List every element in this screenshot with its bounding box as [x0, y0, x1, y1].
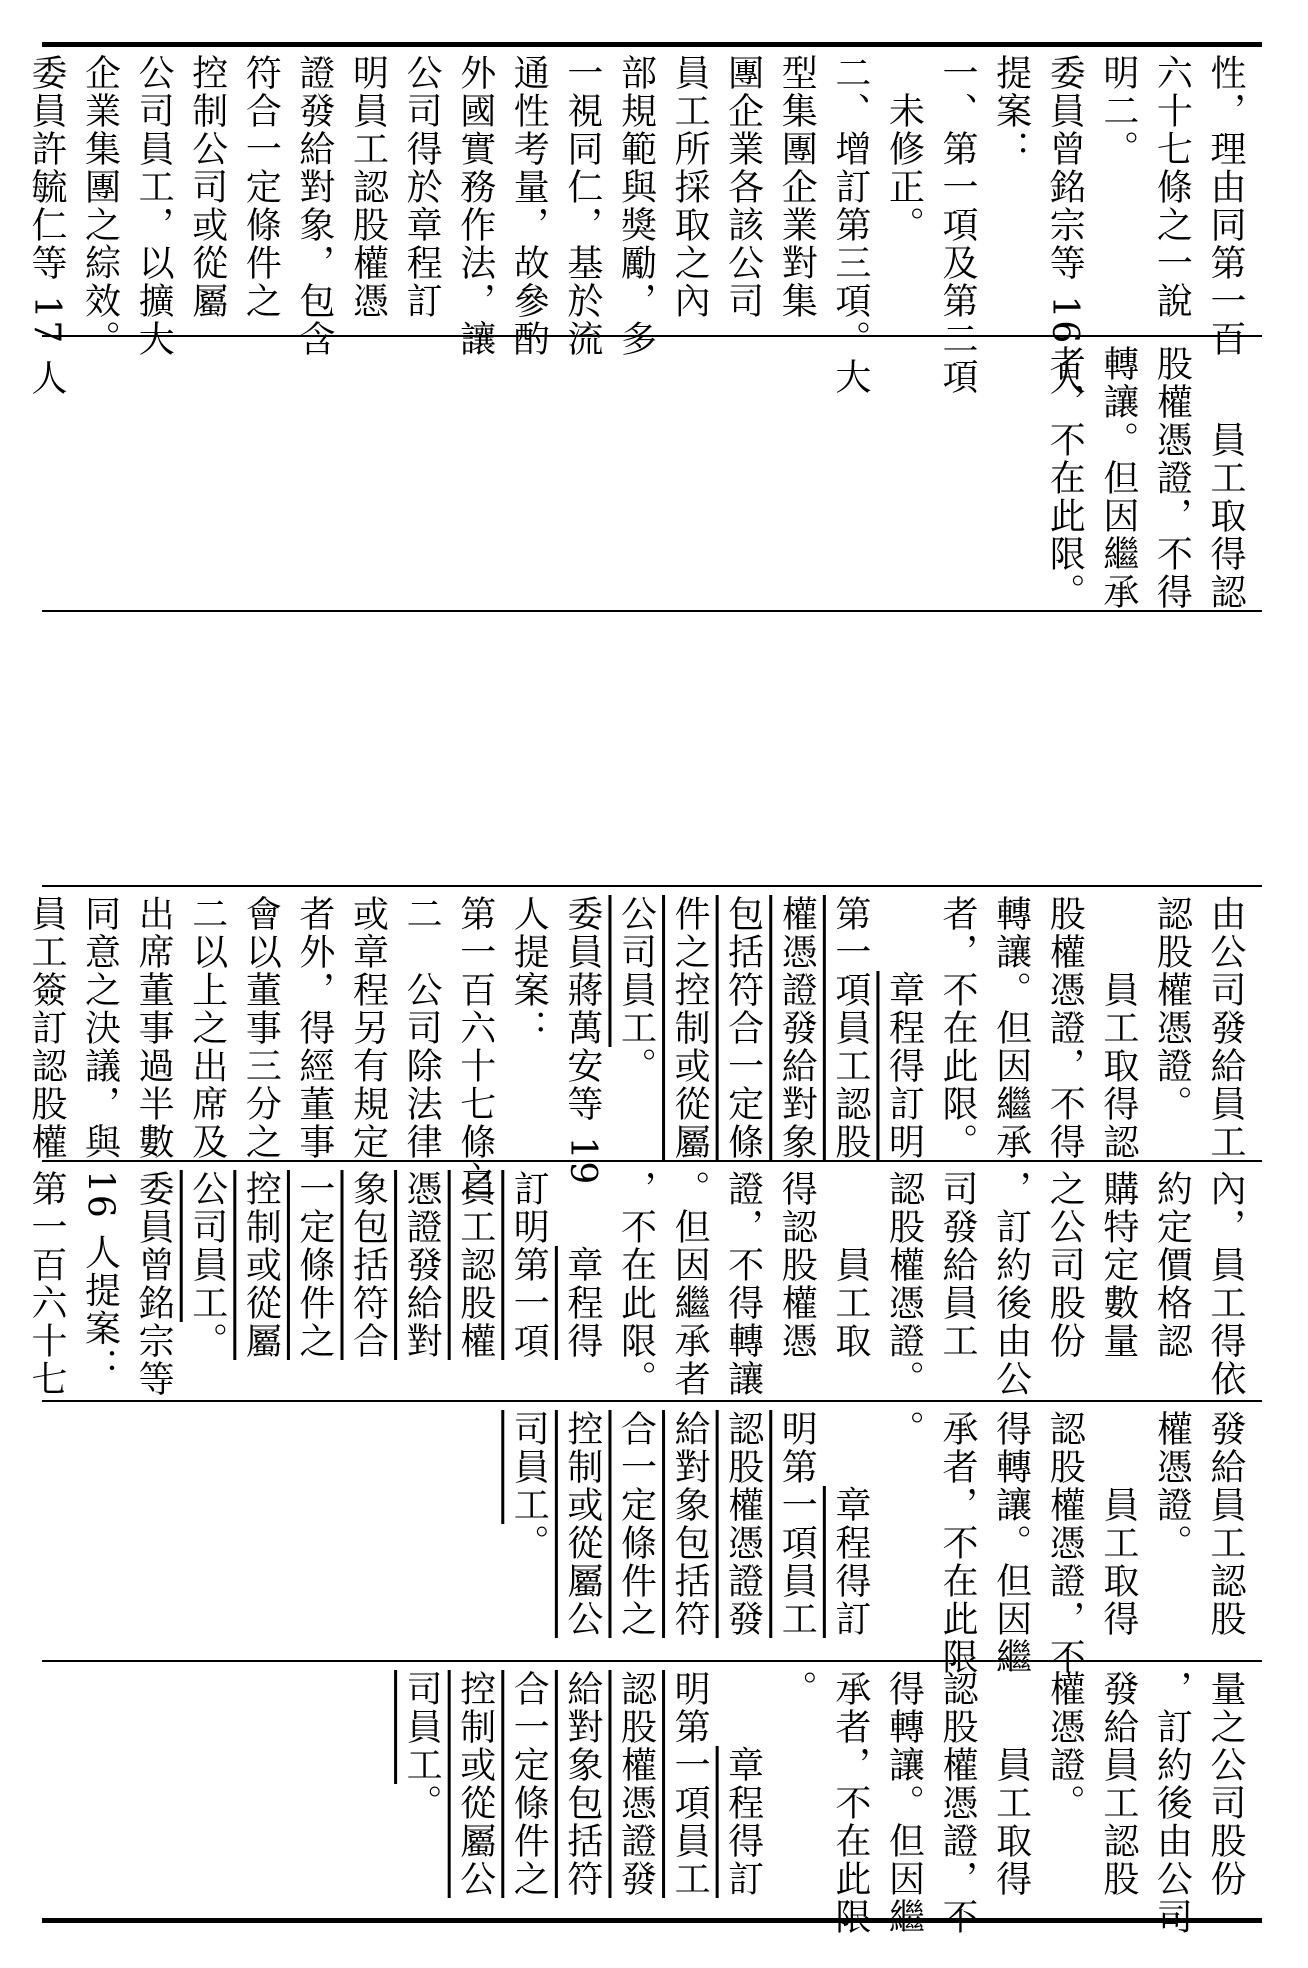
line-text: 者，不在此限。 [1044, 345, 1086, 611]
text-line [555, 895, 609, 1187]
line-text-tail: 。 [508, 1524, 550, 1562]
line-text: 第一百六十七 [25, 1170, 67, 1398]
underlined-amendment-text: 公司員工 [186, 1170, 228, 1322]
line-text: 員工所採取之內 [669, 54, 711, 320]
text-line [1091, 1170, 1145, 1395]
line-text: 者外，得經董事 [293, 895, 335, 1161]
column-b1 [25, 895, 1252, 1199]
text-line [555, 1670, 609, 1910]
line-text: 員工取 [829, 1170, 871, 1360]
text-line [609, 895, 663, 1155]
text-line [716, 895, 770, 1161]
line-text: 二 公司除法律 [401, 895, 443, 1161]
text-line [234, 895, 288, 1161]
column-b2 [25, 1170, 1252, 1398]
text-line [770, 1170, 824, 1395]
line-text: 人提案： [508, 895, 550, 1047]
line-text: 員工取得 [990, 1670, 1032, 1898]
text-line [1145, 895, 1199, 1155]
column-b4 [62, 1670, 1252, 1936]
text-line [19, 54, 73, 397]
text-line [1091, 1410, 1145, 1655]
line-text: 團企業各該公司 [722, 54, 764, 320]
text-line [127, 54, 181, 358]
text-line [1145, 1670, 1199, 1936]
text-line [716, 54, 770, 334]
text-line [930, 54, 984, 396]
line-text: 委員蔣萬安等 19 [561, 895, 603, 1187]
underlined-amendment-text: 控制或從屬公 [454, 1670, 496, 1898]
line-text: 。但因繼承者 [669, 1170, 711, 1398]
underlined-amendment-text: 件之控制或從屬 [669, 895, 711, 1161]
line-text: 同意之決議，與 [79, 895, 121, 1161]
underlined-amendment-text: 合一定條件之 [615, 1410, 657, 1638]
text-line [1091, 54, 1145, 334]
line-text-tail: 。 [186, 1322, 228, 1360]
text-line [1198, 1670, 1252, 1910]
line-text: 或章程另有規定 [347, 895, 389, 1161]
line-text: 明員工認股權憑 [347, 54, 389, 320]
line-text: 公司員工，以擴大 [133, 54, 175, 358]
text-line [984, 1170, 1038, 1398]
line-text: 提案： [990, 54, 1032, 168]
line-text: 得認股權憑 [776, 1170, 818, 1360]
line-text: 約定價格認 [1151, 1170, 1193, 1360]
text-line [662, 1410, 716, 1655]
line-text-tail: 。 [615, 1047, 657, 1085]
underlined-amendment-text: 章程得訂明 [883, 971, 925, 1161]
text-line [502, 1670, 556, 1910]
text-line [716, 1410, 770, 1655]
text-line [984, 54, 1038, 334]
column-divider [42, 885, 1262, 887]
text-line [180, 895, 234, 1161]
line-text: 委員曾銘宗等 [133, 1170, 175, 1398]
underlined-amendment-text: 司員工 [401, 1670, 443, 1784]
text-line [1091, 1670, 1145, 1910]
text-line [19, 895, 73, 1161]
line-text: ，訂約後由公司 [1151, 1670, 1193, 1936]
line-text: 發給員工認股 [1097, 1670, 1139, 1898]
line-text: 。 [776, 1670, 818, 1708]
text-line [662, 54, 716, 334]
text-line [877, 1170, 931, 1398]
text-line [555, 1410, 609, 1655]
line-text: 證，不得轉讓 [722, 1170, 764, 1398]
underlined-amendment-text: 控制或從屬公 [561, 1410, 603, 1638]
text-line [609, 54, 663, 358]
text-line [287, 1170, 341, 1395]
line-text: 二、增訂第三項。大 [829, 54, 871, 396]
column-r2 [62, 345, 1252, 611]
line-text: 員工取得 [1097, 1410, 1139, 1638]
text-line [930, 1410, 984, 1676]
line-text: 購特定數量 [1097, 1170, 1139, 1360]
line-text: 得轉讓。但因繼 [883, 1670, 925, 1936]
line-text: 通性考量，故參酌 [508, 54, 550, 358]
line-text: 承者，不在此限 [937, 1410, 979, 1676]
text-line [716, 1170, 770, 1398]
line-text: 轉讓。但因繼承 [990, 895, 1032, 1161]
column-b3 [62, 1410, 1252, 1676]
text-line [984, 1670, 1038, 1910]
line-text: 16 人提案： [79, 1170, 121, 1386]
line-text: 符合一定條件之 [240, 54, 282, 320]
text-line [1038, 54, 1092, 397]
line-text: 公司得於章程訂 [401, 54, 443, 320]
line-text: 由公司發給員工 [1205, 895, 1246, 1161]
line-text: 控制公司或從屬 [186, 54, 228, 320]
line-text: 司發給員工 [937, 1170, 979, 1360]
underlined-amendment-text: 認股權憑證發 [615, 1670, 657, 1898]
text-line [127, 895, 181, 1161]
text-line [877, 895, 931, 1161]
text-line [395, 895, 449, 1161]
text-line [341, 895, 395, 1161]
line-text: 量之公司股份 [1205, 1670, 1246, 1898]
text-line [73, 54, 127, 358]
line-text: 委員曾銘宗等 16 人 [1044, 54, 1086, 397]
text-line [1038, 895, 1092, 1161]
line-text [883, 895, 924, 971]
text-line [448, 54, 502, 358]
column-r1 [25, 54, 1252, 397]
text-line [287, 895, 341, 1161]
text-line [1091, 345, 1145, 611]
text-line [984, 1410, 1038, 1676]
line-text: 得轉讓。但因繼 [990, 1410, 1032, 1676]
underlined-amendment-text: 章程得訂 [829, 1486, 871, 1638]
line-text: 六十七條之一說 [1151, 54, 1193, 320]
underlined-amendment-text: 公司員工 [615, 895, 657, 1047]
line-text: 二以上之出席及 [186, 895, 228, 1161]
line-text: 性，理由同第一百 [1205, 54, 1246, 358]
text-line [823, 1670, 877, 1936]
text-line [73, 895, 127, 1161]
underlined-amendment-text: 明第一項員工 [669, 1670, 711, 1898]
text-line [609, 1670, 663, 1910]
text-line [1091, 895, 1145, 1161]
line-text: 型集團企業對集 [776, 54, 818, 320]
text-line [448, 1670, 502, 1910]
line-text: 轉讓。但因繼承 [1097, 345, 1139, 611]
text-line [823, 895, 877, 1161]
text-line [19, 1170, 73, 1398]
text-line [716, 1670, 770, 1910]
line-text: 部規範與獎勵，多 [615, 54, 657, 358]
line-text: 明二。 [1097, 54, 1139, 168]
text-line [448, 1170, 502, 1395]
text-line [877, 54, 931, 334]
underlined-amendment-text: 司員工 [508, 1410, 550, 1524]
line-text [562, 1170, 603, 1246]
underlined-amendment-text: 合一定條件之 [508, 1670, 550, 1898]
line-text: 之公司股份 [1044, 1170, 1086, 1360]
line-text: ，不在此限。 [615, 1170, 657, 1398]
text-line [73, 1170, 127, 1395]
line-text: 認股權憑證，不 [1044, 1410, 1086, 1676]
text-line [180, 54, 234, 334]
line-text: 證發給對象，包含 [293, 54, 335, 358]
underlined-amendment-text: 象包括符合 [347, 1170, 389, 1360]
text-line [823, 1170, 877, 1395]
underlined-amendment-text: 章程得 [561, 1246, 603, 1360]
text-line [770, 54, 824, 334]
text-line [770, 1410, 824, 1655]
text-line [1198, 1170, 1252, 1398]
underlined-amendment-text: 給對象包括符 [669, 1410, 711, 1638]
line-text: 一視同仁，基於流 [561, 54, 603, 358]
line-text [830, 1410, 871, 1486]
line-text [723, 1670, 764, 1746]
text-line [609, 1410, 663, 1655]
text-line [1145, 1170, 1199, 1395]
line-text: 者，不在此限。 [937, 895, 979, 1161]
underlined-amendment-text: 員工認股權 [454, 1170, 496, 1360]
underlined-amendment-text: 明第一項員工 [776, 1410, 818, 1638]
underlined-amendment-text: 第一項員工認股 [829, 895, 871, 1161]
text-line [127, 1170, 181, 1398]
line-text: 內，員工得依 [1205, 1170, 1246, 1398]
line-text: 第一百六十七條之 [454, 895, 496, 1199]
text-line [1198, 345, 1252, 611]
text-line [1198, 1410, 1252, 1655]
text-line [395, 54, 449, 334]
text-line [877, 1410, 931, 1655]
underlined-amendment-text: 認股權憑證發 [722, 1410, 764, 1638]
line-text: 。 [883, 1410, 925, 1448]
line-text: 企業集團之綜效。 [79, 54, 121, 358]
text-line [930, 1670, 984, 1936]
text-line [234, 1170, 288, 1395]
text-line [662, 895, 716, 1161]
underlined-amendment-text: 控制或從屬 [240, 1170, 282, 1360]
text-line [662, 1170, 716, 1398]
text-line [555, 54, 609, 358]
text-line [1198, 54, 1252, 358]
line-text: 股權憑證，不得 [1044, 895, 1086, 1161]
text-line [770, 895, 824, 1161]
text-line [341, 1170, 395, 1395]
text-line [502, 54, 556, 358]
underlined-amendment-text: 章程得訂 [722, 1746, 764, 1898]
text-line [984, 895, 1038, 1161]
line-text: 權憑證。 [1044, 1670, 1086, 1822]
text-line [823, 54, 877, 396]
text-line [502, 895, 556, 1155]
underlined-amendment-text: 給對象包括符 [561, 1670, 603, 1898]
text-line [448, 895, 502, 1199]
text-line [1145, 54, 1199, 334]
text-line [180, 1170, 234, 1395]
line-text: ，訂約後由公 [990, 1170, 1032, 1398]
text-line [662, 1670, 716, 1910]
line-text: 股權憑證，不得 [1151, 345, 1193, 611]
line-text: 發給員工認股 [1205, 1410, 1246, 1638]
text-line [234, 54, 288, 334]
line-text: 會以董事三分之 [240, 895, 282, 1161]
text-line [930, 1170, 984, 1395]
text-line [395, 1670, 449, 1910]
line-text: 一、第一項及第二項 [937, 54, 979, 396]
text-line [1145, 345, 1199, 611]
text-line [555, 1170, 609, 1395]
text-line [1038, 345, 1092, 611]
line-text: 認股權憑證。 [1151, 895, 1193, 1123]
column-divider [42, 1400, 1262, 1402]
underlined-amendment-text: 一定條件之 [293, 1170, 335, 1360]
line-text: 出席董事過半數 [133, 895, 175, 1161]
table-top-rule [42, 42, 1262, 47]
underlined-amendment-text: 訂明第一項 [508, 1170, 550, 1360]
line-text: 未修正。 [883, 54, 925, 244]
line-text: 承者，不在此限 [829, 1670, 871, 1936]
text-line [502, 1170, 556, 1395]
line-text: 認股權憑證。 [883, 1170, 925, 1398]
text-line [609, 1170, 663, 1398]
line-text: 外國實務作法，讓 [454, 54, 496, 358]
text-line [1038, 1670, 1092, 1910]
line-text: 委員許毓仁等 17 人 [25, 54, 67, 397]
text-line [341, 54, 395, 334]
line-text-tail: 。 [401, 1784, 443, 1822]
underlined-amendment-text: 包括符合一定條 [722, 895, 764, 1161]
text-line [1038, 1410, 1092, 1676]
text-line [1198, 895, 1252, 1161]
text-line [1145, 1410, 1199, 1655]
table-bottom-rule [42, 1918, 1262, 1923]
text-line [930, 895, 984, 1161]
text-line [770, 1670, 824, 1910]
line-text: 員工取得認 [1097, 895, 1139, 1161]
text-line [395, 1170, 449, 1395]
line-text: 員工簽訂認股權 [25, 895, 67, 1161]
text-line [877, 1670, 931, 1936]
text-line [287, 54, 341, 358]
underlined-amendment-text: 憑證發給對 [401, 1170, 443, 1360]
text-line [502, 1410, 556, 1655]
text-line [823, 1410, 877, 1655]
line-text: 權憑證。 [1151, 1410, 1193, 1562]
text-line [1038, 1170, 1092, 1395]
line-text: 認股權憑證，不 [937, 1670, 979, 1936]
line-text: 員工取得認 [1205, 345, 1246, 611]
underlined-amendment-text: 權憑證發給對象 [776, 895, 818, 1161]
